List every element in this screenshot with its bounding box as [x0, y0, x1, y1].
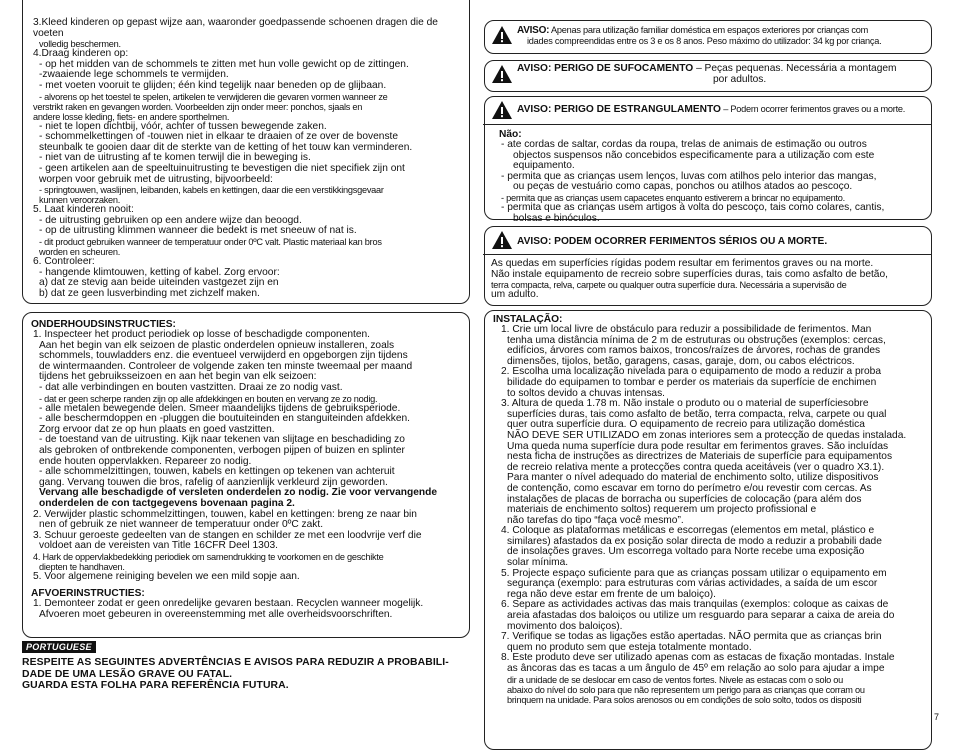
text-line: b) dat ze geen lusverbinding met zichzelf maken. [39, 287, 260, 299]
text-line: worden en scheuren. [39, 246, 121, 257]
portuguese-heading-line: GUARDA ESTA FOLHA PARA REFERÊNCIA FUTURA. [22, 680, 289, 691]
text-line: 8. Este produto deve ser utilizado apenas com as estacas de fixação montadas. Instale [501, 652, 895, 664]
text-line: - permita que as crianças usem artigos à volta do pescoço, tais como colares, cantis, [501, 201, 885, 213]
aviso-label: AVISO: [517, 25, 550, 36]
aviso-falls-box [484, 226, 932, 306]
installation-lines [491, 325, 923, 705]
text-line: superfícies duras, tais como asfalto de betão, terra compacta, relva, carpete ou qual [507, 408, 887, 420]
text-line: equipamento. [513, 160, 575, 172]
text-line: de recreio relativa mente a protecções contra queda aceitáveis (ver o quadro X3.1). [507, 461, 885, 473]
text-line: similares) afastados da ex posição solar directa de modo a reduzir a probabili dade [507, 535, 882, 547]
divider [483, 124, 931, 125]
nao-lines [491, 140, 923, 224]
text-line: bolsas e binóculos. [513, 212, 600, 224]
nl-safety-box [22, 0, 470, 304]
text-line: kunnen veroorzaken. [39, 195, 121, 206]
text-line: - dit product gebruiken wanneer de temperatuur onder 0ºC valt. Plastic materiaal kan bros [39, 236, 382, 247]
text-line: -zwaaiende lege schommels te vermijden. [39, 69, 229, 81]
text-line: um adulto. [491, 289, 539, 301]
aviso-text: Apenas para utilização familiar doméstica em espaços exteriores por crianças com [549, 25, 869, 35]
portuguese-heading-line: RESPEITE AS SEGUINTES ADVERTÊNCIAS E AVISOS PARA REDUZIR A PROBABILI- [22, 657, 449, 668]
text-line: areia afastadas dos baloiços ou utilize um resguardo para separar a caixa de areia do [507, 610, 895, 622]
aviso-label: AVISO: PERIGO DE SUFOCAMENTO [517, 63, 694, 74]
warning-icon [491, 230, 513, 250]
text-line: - ate cordas de saltar, cordas da roupa, trelas de animais de estimação ou outros [501, 139, 867, 150]
text-line: 4.Draag kinderen op: [33, 48, 129, 60]
text-line: segurança (exemplo: para estruturas com várias actividades, a saída de um escor [507, 578, 878, 590]
falls-lines [491, 259, 923, 301]
text-line: Não instale equipamento de recreio sobre superfícies duras, tais como asfalto de betão, [491, 268, 888, 280]
text-line: 5. Laat kinderen nooit: [33, 204, 134, 216]
nao-title: Não: [499, 129, 522, 140]
text-line: 3. Altura de queda 1.78 m. Não instale o produto ou o material de superfíciesobre [501, 398, 869, 410]
maintenance-lines [23, 330, 463, 582]
warning-icon [491, 25, 513, 45]
text-line: ou peças de vestuário como capas, ponchos ou atilhos atados ao pescoço. [513, 181, 853, 193]
text-line: - hangende klimtouwen, ketting of kabel. Zorg ervoor: [39, 266, 280, 278]
aviso-age-box [484, 20, 932, 54]
text-line: - schommelkettingen of -touwen niet in elkaar te draaien of ze over de bovenste [39, 131, 399, 143]
text-line: steunbalk te gooien daar dit de sterkte van de ketting of het touw kan verminderen. [39, 141, 413, 153]
text-line: - dat alle verbindingen en bouten vastzitten. Draai ze zo nodig vast. [39, 381, 343, 393]
text-line: - alvorens op het toestel te spelen, artikelen te verwijderen die gevaren vormen wanneer ze [39, 91, 388, 102]
text-line: als gebroken of ontbrekende componenten, verbogen pijpen of buizen en splinter [39, 444, 405, 456]
aviso-strangulation-box [484, 96, 932, 224]
text-line: bilidade do equipamen to tombar e perder os materiais da superfície de enchimen [507, 376, 877, 388]
warning-icon [491, 64, 513, 84]
text-line: quer outra superfície dura. O equipamento de recreio para utilização doméstica [507, 419, 865, 431]
page-number: 7 [934, 712, 940, 722]
text-line: verstrikt raken en gevangen worden. Voorbeelden zijn onder meer: ponchos, sjaals en [33, 101, 363, 112]
aviso-label: AVISO: PODEM OCORRER FERIMENTOS SÉRIOS OU A MORTE. [517, 236, 828, 247]
text-line: NÃO DEVE SER UTILIZADO em zonas interiores sem a protecção de quedas instalada. [507, 429, 907, 441]
text-line: 4. Hark de oppervlakbedekking periodiek om samendrukking te voorkomen en de geschikte [33, 551, 384, 562]
aviso-text: idades compreendidas entre os 3 e os 8 anos. Peso máximo do utilizador: 34 kg por criança. [527, 36, 882, 46]
text-line: - permita que as crianças usem capacetes enquanto estiverem a brincar no equipamento. [501, 192, 845, 203]
text-line: ende houten oppervlakken. Repareer zo nodig. [39, 455, 252, 467]
text-line: Uma queda numa superfície dura pode resultar em ferimentos graves. São incluídas [507, 440, 889, 452]
text-line: Aan het begin van elk seizoen de plastic onderdelen opnieuw installeren, zoals [39, 339, 395, 351]
aviso-choking-box [484, 60, 932, 92]
portuguese-heading-line: DADE DE UMA LESÃO GRAVE OU FATAL. [22, 668, 233, 680]
text-line: 6. Controleer: [33, 255, 95, 267]
text-line: materiais de enchimento soltos) requerem um projecto profissional e [507, 504, 817, 516]
portuguese-heading [22, 657, 472, 692]
aviso-label: AVISO: PERIGO DE ESTRANGULAMENTO [517, 104, 721, 115]
text-line: dir a unidade de se deslocar em caso de ventos fortes. Nivele as estacas com o solo ou [507, 674, 843, 685]
text-line: de contenção, como escavar em torno do perímetro e/ou revestir com cercas. As [507, 482, 872, 494]
text-line: tenha uma distância mínima de 2 m de estruturas ou obstruções (exemplos: cercas, [507, 334, 886, 346]
text-line: nen of gebruik ze niet wanneer de temperatuur onder 0ºC zakt. [39, 519, 324, 531]
text-line: dimensões, tijolos, betão, garagens, casas, garaje, dom, ou cabos eléctricos. [507, 355, 855, 367]
text-line: movimento dos baloiços). [507, 620, 623, 632]
text-line: 2. Escolha uma localização nivelada para o equipamento de modo a reduzir a proba [501, 366, 882, 378]
text-line: instalações de placas de borracha ou superfícies de colocação (para além dos [507, 493, 862, 505]
text-line: solar mínima. [507, 557, 569, 569]
nl-safety-lines [23, 18, 463, 299]
divider [483, 254, 931, 255]
text-line: objectos suspensos não concebidos especificamente para a utilização com este [513, 149, 875, 161]
text-line: quem no produto sem que esteja totalmente montado. [507, 641, 752, 653]
text-line: 1. Crie um local livre de obstáculo para reduzir a possibilidade de ferimentos. Man [501, 324, 872, 335]
text-line: As quedas em superfícies rígidas podem resultar em ferimentos graves ou na morte. [491, 258, 874, 269]
text-line: - geen artikelen aan de speeltuinuitrusting te bevestigen die niet specifiek zijn ont [39, 162, 405, 174]
text-line: Para manter o nível adequado do material de enchimento solto, utilize dispositivos [507, 472, 879, 484]
text-line: voldoet aan de vereisten van Title 16CFR Deel 1303. [39, 540, 278, 552]
aviso-text: – Peças pequenas. Necessária a montagem [693, 63, 897, 74]
aviso-text: – Podem ocorrer ferimentos graves ou a morte. [720, 104, 906, 114]
text-line: edifícios, árvores com ramos baixos, troncos/raízes de árvores, rochas de grandes [507, 345, 881, 357]
text-line: 7. Verifique se todas as ligações estão apertadas. NÃO permita que as crianças brin [501, 631, 882, 643]
text-line: - de uitrusting gebruiken op een andere wijze dan beoogd. [39, 214, 302, 226]
text-line: rega não deve estar em frente de um baloiço). [507, 588, 716, 600]
text-line: - op het midden van de schommels te zitten met hun volle gewicht op de zittingen. [39, 58, 409, 70]
text-line: não tarefas do tipo “faça você mesmo”. [507, 514, 684, 526]
text-line: 3. Schuur geroeste gedeelten van de stangen en schilder ze met een loodvrije verf die [33, 529, 422, 541]
text-line: brinquem na unidade. Para solos arenosos ou em condições de solo solto, todos os dispositi [507, 694, 862, 705]
disposal-title: AFVOERINSTRUCTIES: [31, 588, 145, 600]
text-line: de wintermaanden. Controleer de volgende zaken ten minste tweemaal per maand [39, 360, 413, 372]
text-line: Zorg ervoor dat ze op hun plaats en goed vastzitten. [39, 423, 275, 435]
text-line: 4. Coloque as plataformas metálicas e escorregas (elementos em metal, plástico e [501, 525, 875, 537]
maintenance-title: ONDERHOUDSINSTRUCTIES: [31, 319, 176, 330]
text-line: - de toestand van de uitrusting. Kijk naar tekenen van slijtage en beschadiding zo [39, 434, 405, 446]
text-line: diepten te handhaven. [39, 561, 125, 572]
text-line: schommels, touwladders enz. die eventueel verwijderd en opgeborgen zijn tijdens [39, 350, 408, 362]
text-line: terra compacta, relva, carpete ou qualquer outra superfície dura. Necessária a supervisão de [491, 280, 847, 291]
text-line: de insolações graves. Um escorrega voltado para Norte recebe uma exposição [507, 546, 865, 558]
text-line: gang. Vervang touwen die bros, rafelig of aanzienlijk verkleurd zijn geworden. [39, 476, 388, 488]
text-line: - alle metalen bewegende delen. Smeer maandelijks tijdens de gebruiksperiode. [39, 402, 401, 414]
text-line: 6. Separe as actividades activas das mais tranquilas (exemplos: coloque as caixas de [501, 599, 889, 611]
text-line: 3.Kleed kinderen op gepast wijze aan, waaronder goedpassende schoenen dragen die de voeten [33, 17, 438, 39]
warning-icon [491, 100, 513, 120]
disposal-lines [23, 599, 463, 620]
text-line: 5. Projecte espaço suficiente para que as crianças possam utilizar o equipamento em [501, 567, 887, 579]
text-line: onderdelen de con tactgegevens bovenaan pagina 2. [39, 497, 295, 509]
text-line: - niet te lopen dichtbij, vóór, achter of tussen bewegende zaken. [39, 120, 327, 132]
text-line: to soltos devido a chuvas intensas. [507, 387, 666, 399]
text-line: - niet van de uitrusting af te komen terwijl die in beweging is. [39, 152, 311, 164]
text-line: - alle beschermdoppen en -pluggen die boutuiteinden en stanguiteinden afdekken. [39, 413, 410, 425]
text-line: as âncoras das es tacas a um ângulo de 45º em relação ao solo para ajudar a impe [507, 663, 885, 674]
language-tag: PORTUGUESE [22, 641, 96, 653]
aviso-text: por adultos. [713, 73, 767, 85]
text-line: volledig beschermen. [39, 39, 121, 50]
text-line: - permita que as crianças usem lenços, luvas com atilhos pelo interior das mangas, [501, 170, 877, 182]
text-line: - op de uitrusting klimmen wanneer die bedekt is met sneeuw of nat is. [39, 225, 357, 237]
text-line: Vervang alle beschadigde of versleten onderdelen zo nodig. Zie voor vervangende [39, 487, 437, 499]
text-line: worpen voor gebruik met de uitrusting, bijvoorbeeld: [39, 173, 273, 185]
text-line: 1. Demonteer zodat er geen onredelijke gevaren bestaan. Recyclen wanneer mogelijk. [33, 598, 424, 610]
text-line: Afvoeren moet gebeuren in overeenstemming met alle overheidsvoorschriften. [39, 609, 393, 621]
text-line: 5. Voor algemene reiniging bevelen we een mild sopje aan. [33, 570, 300, 582]
text-line: andere losse kleding, fiets- en andere sporthelmen. [33, 111, 230, 122]
text-line: - alle schommelzittingen, touwen, kabels en kettingen op tekenen van achteruit [39, 466, 395, 478]
installation-title: INSTALAÇÃO: [493, 314, 563, 325]
text-line: - met voeten vooruit te glijden; één kind tegelijk naar beneden op de glijbaan. [39, 79, 387, 91]
text-line: tijdens het gebruiksseizoen en aan het begin van elk seizoen: [39, 371, 317, 383]
text-line: abaixo do nível do solo para que não representem um perigo para as crianças que corram ou [507, 684, 865, 695]
text-line: a) dat ze stevig aan beide uiteinden vastgezet zijn en [39, 277, 279, 289]
text-line: - dat er geen scherpe randen zijn op alle afdekkingen en bouten en vervang ze zo nodig. [39, 393, 378, 404]
installation-box [484, 310, 932, 750]
text-line: - springtouwen, waslijnen, leibanden, kabels en kettingen, daar die een verstikkingsgevaar [39, 185, 384, 196]
text-line: nesta ficha de instruções as directrizes de Materiais de superfície para equipamentos [507, 451, 893, 463]
maintenance-box [22, 312, 470, 638]
text-line: 2. Verwijder plastic schommelzittingen, touwen, kabel en kettingen: breng ze naar bin [33, 508, 417, 520]
text-line: 1. Inspecteer het product periodiek op losse of beschadigde componenten. [33, 329, 370, 340]
